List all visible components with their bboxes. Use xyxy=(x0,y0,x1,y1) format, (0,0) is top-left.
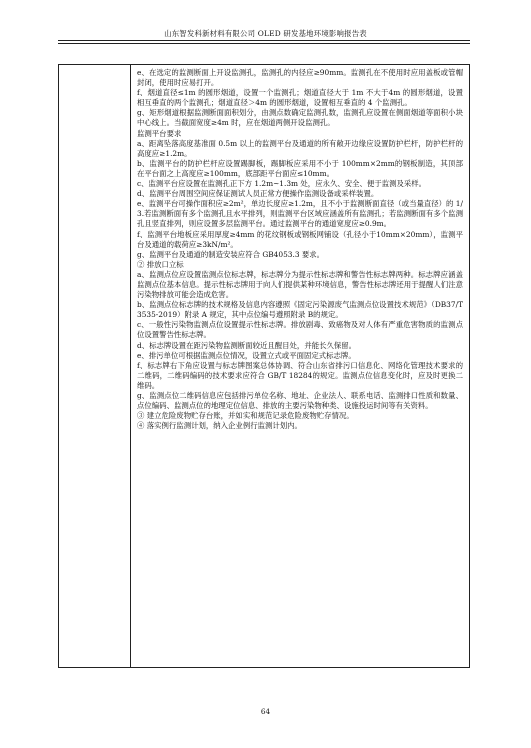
content-paragraph: 监测平台要求 xyxy=(137,128,182,138)
content-paragraph: d、监测平台周围空间应保证测试人员正常方便操作监测设备或采样装置。 xyxy=(137,189,379,199)
content-paragraph: g、监测平台及通道的制造安装应符合 GB4053.3 要求。 xyxy=(137,249,325,259)
content-paragraph: e、监测平台可操作面积应≥2m²，单边长度应≥1.2m，且不小于监测断面直径（或当量直径）的 1/3.若监测断面有多个监测孔且水平排列，则监测平台区域应涵盖所有监测孔；若监测断面有多个监测孔且竖直排列，则应设置多层监测平台。通过监测平台的通道宽度应≥0.9m。 xyxy=(137,199,463,229)
content-paragraph: g、监测点位二维码信息应包括排污单位名称、地址、企业法人、联系电话、监测排口性质和数量、点位编码、监测点位的地理定位信息、排放的主要污染物种类、设施投运时间等有关资料。 xyxy=(137,391,463,411)
content-paragraph: b、监测平台的防护栏杆应设置踢脚板，踢脚板应采用不小于 100mm×2mm的钢板制造，其顶部在平台面之上高度应≥100mm，底部距平台面应≤10mm。 xyxy=(137,158,463,178)
header-rule-thick xyxy=(58,40,470,41)
content-paragraph: g、矩形烟道根据监测断面面积划分，由测点数确定监测孔数，监测孔应设置在侧面烟道等面积小块中心线上。当截面宽度≥4m 时，应在烟道两侧开设监测孔。 xyxy=(137,108,463,128)
document-header: 山东智发科新材料有限公司 OLED 研发基地环境影响报告表 xyxy=(164,29,367,38)
content-paragraph: f、烟道直径≤1m 的圆形烟道，设置一个监测孔；烟道直径大于 1m 不大于4m 的圆形烟道，设置相互垂直的两个监测孔；烟道直径＞4m 的圆形烟道，设置相互垂直的 4 个监测孔。 xyxy=(137,88,463,108)
content-paragraph: f、标志牌右下角应设置与标志牌图案总体协调、符合山东省排污口信息化、网络化管理技术要求的二维码，二维码编码的技术要求应符合 GB/T 18284的规定。监测点位信息变化时，应及时更换二维码。 xyxy=(137,360,463,390)
content-paragraph: ② 排放口立标 xyxy=(137,259,184,269)
page-number: 64 xyxy=(260,707,271,716)
content-paragraph: c、监测平台应设置在监测孔正下方 1.2m~1.3m 处，应永久、安全、便于监测及采样。 xyxy=(137,179,427,189)
content-paragraph: a、距离坠落高度基准面 0.5m 以上的监测平台及通道的所有敞开边缘应设置防护栏杆，防护栏杆的高度应≥1.2m。 xyxy=(137,138,463,158)
content-paragraph: e、排污单位可根据监测点位情况，设置立式或平面固定式标志牌。 xyxy=(137,350,356,360)
content-paragraph: e、在选定的监测断面上开设监测孔，监测孔的内径应≥90mm。监测孔在不使用时应用盖板或管帽封闭，使用时应易打开。 xyxy=(137,68,463,88)
content-paragraph: d、标志牌设置在距污染物监测断面较近且醒目处，并能长久保留。 xyxy=(137,340,357,350)
content-paragraph: b、监测点位标志牌的技术规格及信息内容遵照《固定污染源废气监测点位设置技术规范》（DB37/T3535-2019）附录 A 规定，其中点位编号遵照附录 B的规定。 xyxy=(137,300,463,320)
content-paragraph: ④ 落实例行监测计划，纳入企业例行监测计划内。 xyxy=(137,421,302,431)
header-rule-thin xyxy=(58,43,470,44)
content-table xyxy=(58,64,470,668)
content-paragraph: c、一般性污染物监测点位设置提示性标志牌。排放剧毒、致癌物及对人体有严重危害物质的监测点位设置警告性标志牌。 xyxy=(137,320,463,340)
content-paragraph: ③ 建立危险废物贮存台账，并如实和规范记录危险废物贮存情况。 xyxy=(137,411,354,421)
content-paragraph: a、监测点位应设置监测点位标志牌，标志牌分为提示性标志牌和警告性标志牌两种。标志牌应涵盖监测点位基本信息。提示性标志牌用于向人们提供某种环境信息，警告性标志牌还用于提醒人们注意污染物排放可能会造成危害。 xyxy=(137,269,463,300)
content-cell xyxy=(137,68,463,431)
content-paragraph: f、监测平台地板应采用厚度≥4mm 的花纹钢板或钢板网铺设（孔径小于10mm×20mm），监测平台及通道的载荷应≥3kN/m²。 xyxy=(137,229,463,249)
label-column xyxy=(59,65,131,667)
